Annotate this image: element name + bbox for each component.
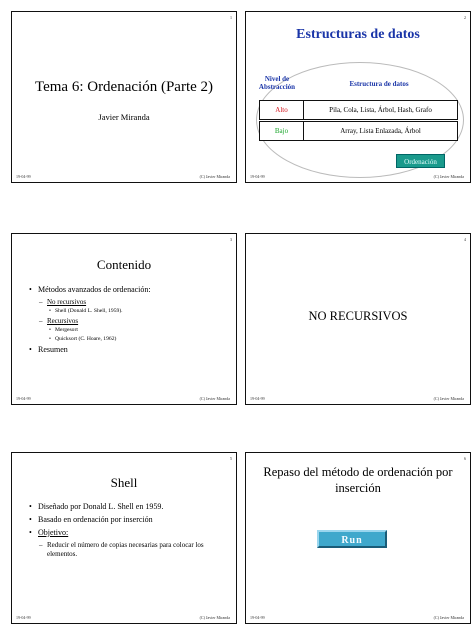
slide-footer-author: (C) Javier Miranda (199, 174, 230, 179)
slide-title: Repaso del método de ordenación por inserción (263, 465, 453, 495)
slide-author: Javier Miranda (98, 112, 150, 122)
level-cell: Bajo (260, 122, 304, 140)
slide-footer-author: (C) Javier Miranda (433, 615, 464, 620)
list-item: • Basado en ordenación por inserción (29, 515, 153, 524)
structures-cell: Pila, Cola, Lista, Árbol, Hash, Grafo (329, 106, 432, 114)
structures-cell: Array, Lista Enlazada, Árbol (340, 127, 421, 135)
slide-footer-author: (C) Javier Miranda (433, 396, 464, 401)
list-item: • Métodos avanzados de ordenación: (29, 285, 151, 294)
structure-column-header: Estructura de datos (349, 80, 409, 88)
list-item: • Shell (Donald L. Shell, 1959). (49, 308, 123, 314)
ordenacion-button[interactable]: Ordenación (396, 154, 445, 168)
table-row-bajo (259, 121, 458, 141)
run-button[interactable]: Run (317, 530, 387, 548)
slide-2 (245, 11, 471, 183)
table-row-alto (259, 100, 458, 120)
list-item: – Reducir el número de copias necesarias para colocar los elementos. (39, 541, 204, 558)
slide-number: 4 (464, 237, 466, 242)
slide-5 (11, 452, 237, 624)
slide-footer-author: (C) Javier Miranda (199, 615, 230, 620)
slide-footer-date: 19-04-99 (16, 396, 31, 401)
list-item: • Resumen (29, 345, 68, 354)
slide-number: 1 (230, 15, 232, 20)
slide-footer-date: 19-04-99 (250, 396, 265, 401)
slide-footer-author: (C) Javier Miranda (199, 396, 230, 401)
list-item: • Objetivo: (29, 528, 69, 537)
list-item: • Mergesort (49, 327, 78, 333)
slide-title: NO RECURSIVOS (308, 309, 408, 323)
slide-footer-date: 19-04-99 (16, 174, 31, 179)
slide-footer-date: 19-04-99 (250, 174, 265, 179)
level-cell: Alto (260, 101, 304, 119)
list-item: – No recursivos (39, 298, 87, 306)
slide-number: 2 (464, 15, 466, 20)
slide-4 (245, 233, 471, 405)
slide-footer-author: (C) Javier Miranda (433, 174, 464, 179)
slide-3 (11, 233, 237, 405)
list-item: • Diseñado por Donald L. Shell en 1959. (29, 502, 164, 511)
list-item: • Quicksort (C. Hoare, 1962) (49, 336, 117, 342)
slide-title: Estructuras de datos (296, 27, 420, 42)
slide-6 (245, 452, 471, 624)
slide-footer-date: 19-04-99 (16, 615, 31, 620)
slide-footer-date: 19-04-99 (250, 615, 265, 620)
slide-content (29, 285, 230, 358)
slide-number: 6 (464, 456, 466, 461)
slide-title: Shell (110, 475, 138, 490)
level-column-header: Nivel de Abstracción (258, 75, 296, 91)
list-item: – Recursivos (39, 317, 79, 325)
slide-number: 5 (230, 456, 232, 461)
slide-1 (11, 11, 237, 183)
slide-title: Tema 6: Ordenación (Parte 2) (34, 79, 214, 95)
slide-number: 3 (230, 237, 232, 242)
slide-content (29, 502, 228, 561)
slide-title: Contenido (96, 257, 152, 272)
